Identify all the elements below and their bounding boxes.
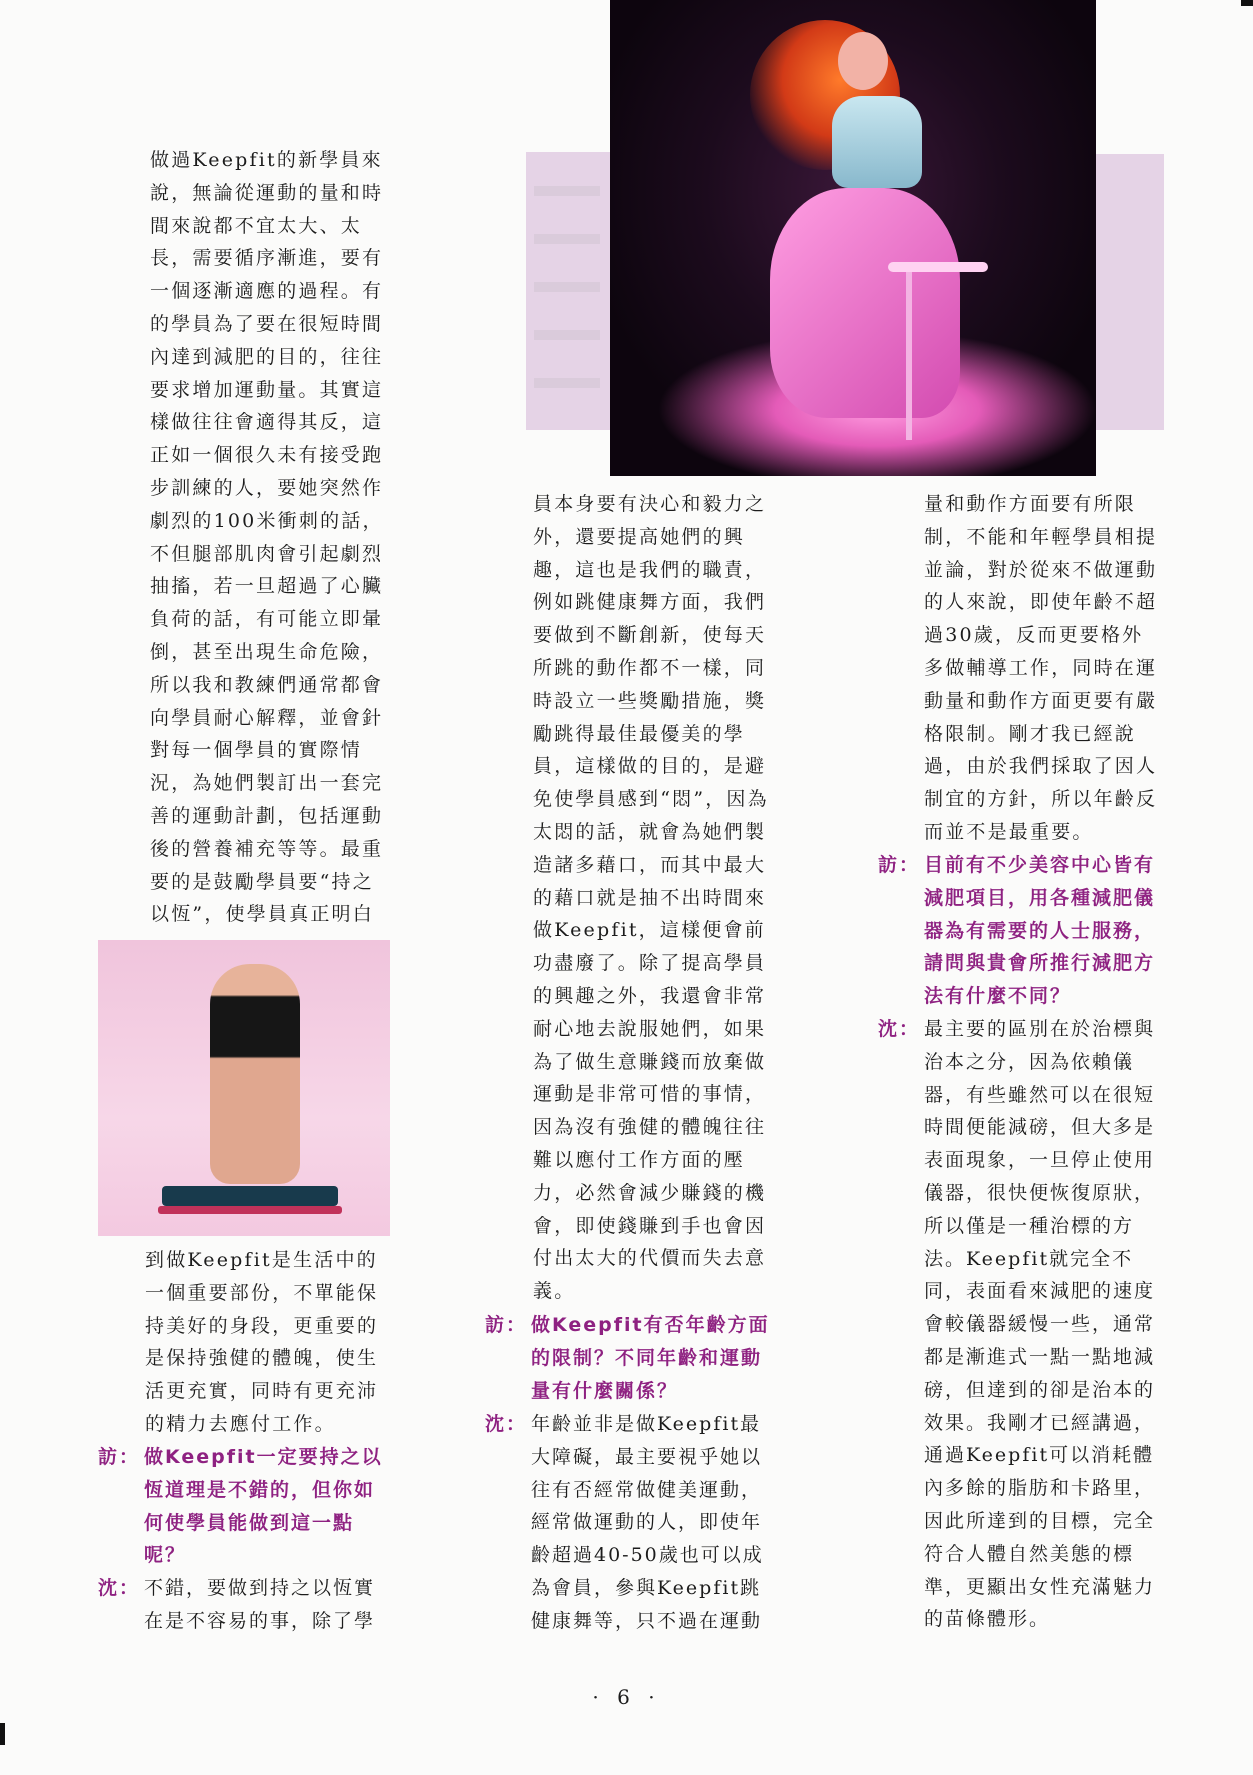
answer-text: 最主要的區別在於治標與 治本之分，因為依賴儀 器，有些雖然可以在很短 時間便能減磅，但大多是 表面現象，一旦停止使用 儀器，很快便恢復原狀， 所以僅是一種治標的方 法。Keepfit就完全不 同，表面看來減肥的速度 會較儀器緩慢一些，通常 都是漸進式一點一點地減 磅，但達到的卻是治本的 效果。我剛才已經講過， 通過Keepfit可以消耗體 內多餘的脂肪和卡路里， 因此所達到的目標，完全 符合人體自然美態的標 準，更顯出女性充滿魅力 的苗條體形。 [924, 1018, 1156, 1631]
scan-edge-mark [1241, 0, 1253, 6]
interview-question [98, 1441, 398, 1572]
dancer-photo-main [610, 0, 1096, 476]
speaker-label: 沈： [98, 1577, 141, 1599]
tint-block-left [526, 152, 610, 430]
interview-question [485, 1309, 785, 1407]
page-number: · 6 · [592, 1685, 661, 1709]
answer-text: 不錯，要做到持之以恆實 在是不容易的事，除了學 [144, 1577, 376, 1632]
question-text: 做Keepfit一定要持之以 恆道理是不錯的，但你如 何使學員能做到這一點 呢？ [144, 1446, 383, 1567]
interview-question [878, 849, 1178, 1013]
body-paragraph: 員本身要有決心和毅力之 外，還要提高她們的興 趣，這也是我們的職責， 例如跳健康舞方面，我們 要做到不斷創新，使每天 所跳的動作都不一樣，同 時設立一些獎勵措施，獎 勵跳得最佳最優美的學 員，這樣做的目的，是避 免使學員感到“悶”，因為 太悶的話，就會為她們製 造諸多藉口，而其中最大 的藉口就是抽不出時間來 做Keepfit，這樣便會前 功盡廢了。除了提高學員 的興趣之外，我還會非常 耐心地去說服她們，如果 為了做生意賺錢而放棄做 運動是非常可惜的事情， 因為沒有強健的體魄往往 難以應付工作方面的壓 力，必然會減少賺錢的機 會，即使錢賺到手也會因 付出太大的代價而失去意 義。 [533, 493, 769, 1303]
speaker-label: 訪： [98, 1446, 141, 1468]
scan-edge-mark [0, 1723, 5, 1745]
interview-answer [878, 1013, 1178, 1636]
question-text: 做Keepfit有否年齡方面 的限制？不同年齡和運動 量有什麼關係？ [531, 1314, 770, 1402]
interview-answer [485, 1408, 785, 1638]
speaker-label: 沈： [878, 1018, 921, 1040]
body-paragraph: 量和動作方面要有所限 制，不能和年輕學員相提 並論，對於從來不做運動 的人來說，即使年齡不超 過30歲，反而更要格外 多做輔導工作，同時在運 動量和動作方面更要有嚴 格限制。剛才我已經說 過，由於我們採取了因人 制宜的方針，所以年齡反 而並不是最重要。 [924, 493, 1158, 843]
tint-block-right [1094, 154, 1164, 430]
body-paragraph: 到做Keepfit是生活中的 一個重要部份，不單能保 持美好的身段，更重要的 是保持強健的體魄，使生 活更充實，同時有更充沛 的精力去應付工作。 [145, 1249, 379, 1435]
body-paragraph: 做過Keepfit的新學員來 說，無論從運動的量和時 間來說都不宜太大、太 長，需要循序漸進，要有 一個逐漸適應的過程。有 的學員為了要在很短時間 內達到減肥的目的，往往 要求增加運動量。其實這 樣做往往會適得其反，這 正如一個很久未有接受跑 步訓練的人，要她突然作 劇烈的100米衝刺的話， 不但腿部肌肉會引起劇烈 抽搐，若一旦超過了心臟 負荷的話，有可能立即暈 倒，甚至出現生命危險， 所以我和教練們通常都會 向學員耐心解釋，並會針 對每一個學員的實際情 況，為她們製訂出一套完 善的運動計劃，包括運動 後的營養補充等等。最重 要的是鼓勵學員要“持之 以恆”，使學員真正明白 [150, 149, 384, 926]
speaker-label: 沈： [485, 1413, 528, 1435]
speaker-label: 訪： [485, 1314, 528, 1336]
step-aerobics-photo [98, 940, 390, 1236]
interview-answer [98, 1572, 398, 1638]
answer-text: 年齡並非是做Keepfit最 大障礙，最主要視乎她以 往有否經常做健美運動， 經常做運動的人，即使年 齡超過40-50歲也可以成 為會員，參與Keepfit跳 健康舞等，只不過在運動 [531, 1413, 764, 1632]
speaker-label: 訪： [878, 854, 921, 876]
question-text: 目前有不少美容中心皆有 減肥項目，用各種減肥儀 器為有需要的人士服務， 請問與貴會所推行減肥方 法有什麼不同？ [924, 854, 1156, 1008]
